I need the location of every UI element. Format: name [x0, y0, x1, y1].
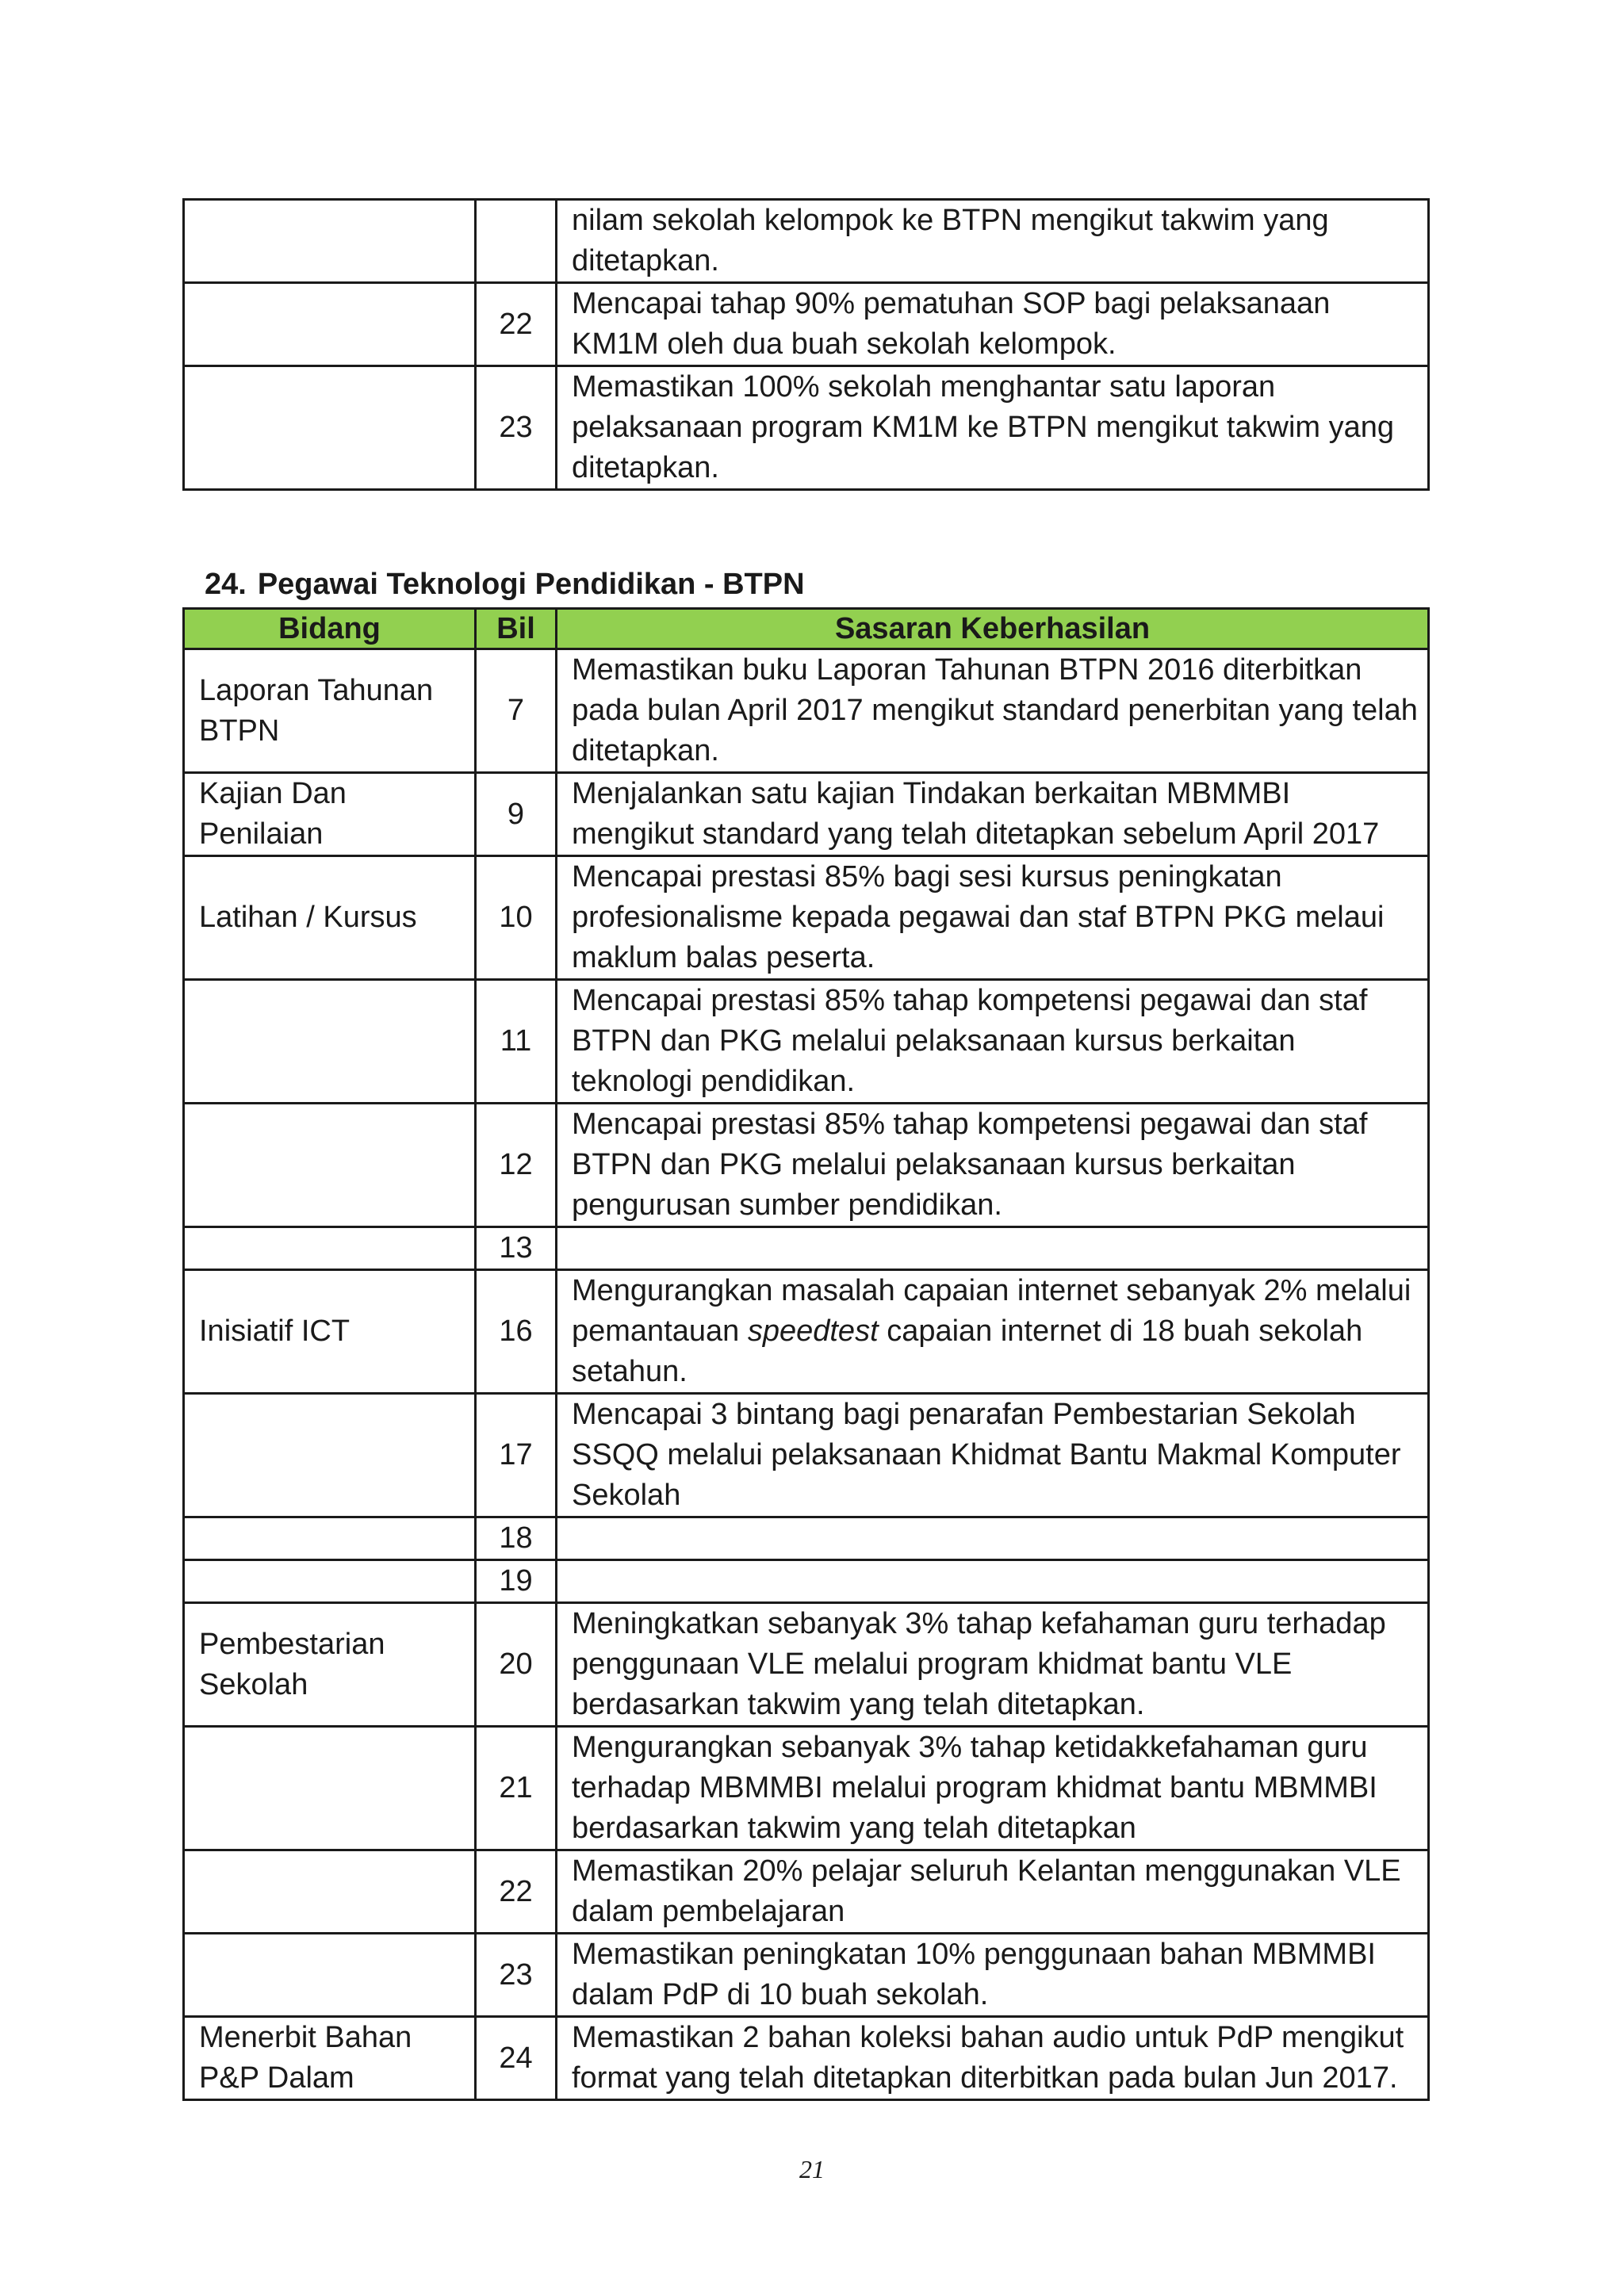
target-cell: Mengurangkan sebanyak 3% tahap ketidakkefahaman guru terhadap MBMMBI melalui program khidmat bantu MBMMBI berdasarkan takwim yang telah ditetapkan: [557, 1727, 1429, 1850]
table-row: [184, 1227, 1429, 1270]
page-number: 21: [799, 2155, 825, 2183]
target-cell: [557, 1517, 1429, 1560]
bidang-cell: [184, 1934, 476, 2017]
target-text: Mengurangkan masalah capaian internet sebanyak 2% melalui pemantauan: [572, 1274, 1411, 1348]
bidang-cell: [184, 1394, 476, 1517]
target-cell: Mencapai 3 bintang bagi penarafan Pembestarian Sekolah SSQQ melalui pelaksanaan Khidmat Bantu Makmal Komputer Sekolah: [557, 1394, 1429, 1517]
table-row: [184, 649, 1429, 773]
bil-cell: 23: [476, 366, 557, 490]
table-row: [184, 2017, 1429, 2100]
target-cell: [557, 1560, 1429, 1603]
bidang-cell: [184, 1517, 476, 1560]
continued-table: [182, 198, 1430, 491]
target-cell: nilam sekolah kelompok ke BTPN mengikut takwim yang ditetapkan.: [557, 200, 1429, 283]
targets-table: [182, 607, 1430, 2101]
table-row: [184, 980, 1429, 1104]
target-cell: [557, 1227, 1429, 1270]
bil-cell: 10: [476, 856, 557, 980]
table-header-row: [184, 609, 1429, 649]
bidang-cell: [184, 1727, 476, 1850]
table-row: [184, 1394, 1429, 1517]
target-text: capaian internet di 18 buah sekolah setahun.: [572, 1314, 1363, 1388]
target-cell: Memastikan buku Laporan Tahunan BTPN 2016 diterbitkan pada bulan April 2017 mengikut standard penerbitan yang telah ditetapkan.: [557, 649, 1429, 773]
table-row: [184, 773, 1429, 856]
column-header-bil: Bil: [476, 609, 557, 649]
bil-cell: 22: [476, 1850, 557, 1934]
bil-cell: 24: [476, 2017, 557, 2100]
target-cell: Memastikan 100% sekolah menghantar satu laporan pelaksanaan program KM1M ke BTPN mengikut takwim yang ditetapkan.: [557, 366, 1429, 490]
target-cell: Meningkatkan sebanyak 3% tahap kefahaman guru terhadap penggunaan VLE melalui program khidmat bantu VLE berdasarkan takwim yang telah ditetapkan.: [557, 1603, 1429, 1727]
target-cell: Mencapai prestasi 85% tahap kompetensi pegawai dan staf BTPN dan PKG melalui pelaksanaan kursus berkaitan pengurusan sumber pendidikan.: [557, 1104, 1429, 1227]
bidang-cell: Menerbit Bahan P&P Dalam: [184, 2017, 476, 2100]
bil-cell: 21: [476, 1727, 557, 1850]
section-title: [205, 564, 805, 604]
table-row: [184, 1603, 1429, 1727]
bil-cell: 12: [476, 1104, 557, 1227]
table-row: [184, 1104, 1429, 1227]
bidang-cell: Inisiatif ICT: [184, 1270, 476, 1394]
bidang-cell: [184, 1104, 476, 1227]
bidang-cell: [184, 1560, 476, 1603]
bil-cell: 19: [476, 1560, 557, 1603]
target-cell: Memastikan 20% pelajar seluruh Kelantan menggunakan VLE dalam pembelajaran: [557, 1850, 1429, 1934]
bil-cell: 17: [476, 1394, 557, 1517]
section-title-text: Pegawai Teknologi Pendidikan - BTPN: [257, 568, 805, 601]
table-row: [184, 1517, 1429, 1560]
bil-cell: [476, 200, 557, 283]
bil-cell: 20: [476, 1603, 557, 1727]
bidang-cell: [184, 980, 476, 1104]
table-row: [184, 1560, 1429, 1603]
bidang-cell: Latihan / Kursus: [184, 856, 476, 980]
table-row: [184, 856, 1429, 980]
bil-cell: 13: [476, 1227, 557, 1270]
table-row: [184, 1850, 1429, 1934]
bidang-cell: [184, 1850, 476, 1934]
bidang-cell: Laporan Tahunan BTPN: [184, 649, 476, 773]
table-row: [184, 283, 1429, 366]
bidang-cell: [184, 283, 476, 366]
bidang-cell: [184, 1227, 476, 1270]
bidang-cell: Kajian Dan Penilaian: [184, 773, 476, 856]
bil-cell: 23: [476, 1934, 557, 2017]
bidang-cell: [184, 366, 476, 490]
target-cell: Menjalankan satu kajian Tindakan berkaitan MBMMBI mengikut standard yang telah ditetapkan sebelum April 2017: [557, 773, 1429, 856]
target-cell: [557, 1270, 1429, 1394]
bil-cell: 7: [476, 649, 557, 773]
target-cell: Mencapai tahap 90% pematuhan SOP bagi pelaksanaan KM1M oleh dua buah sekolah kelompok.: [557, 283, 1429, 366]
target-cell: Memastikan peningkatan 10% penggunaan bahan MBMMBI dalam PdP di 10 buah sekolah.: [557, 1934, 1429, 2017]
target-text-italic: speedtest: [747, 1314, 879, 1348]
section-number: 24.: [205, 568, 247, 601]
table-row: [184, 1727, 1429, 1850]
table-row: [184, 366, 1429, 490]
target-cell: Memastikan 2 bahan koleksi bahan audio untuk PdP mengikut format yang telah ditetapkan diterbitkan pada bulan Jun 2017.: [557, 2017, 1429, 2100]
bil-cell: 16: [476, 1270, 557, 1394]
bidang-cell: [184, 200, 476, 283]
bil-cell: 18: [476, 1517, 557, 1560]
bil-cell: 9: [476, 773, 557, 856]
bidang-cell: Pembestarian Sekolah: [184, 1603, 476, 1727]
target-cell: Mencapai prestasi 85% bagi sesi kursus peningkatan profesionalisme kepada pegawai dan staf BTPN PKG melaui maklum balas peserta.: [557, 856, 1429, 980]
column-header-target: Sasaran Keberhasilan: [557, 609, 1429, 649]
bil-cell: 22: [476, 283, 557, 366]
table-row: [184, 1270, 1429, 1394]
table-row: [184, 200, 1429, 283]
bil-cell: 11: [476, 980, 557, 1104]
target-cell: Mencapai prestasi 85% tahap kompetensi pegawai dan staf BTPN dan PKG melalui pelaksanaan kursus berkaitan teknologi pendidikan.: [557, 980, 1429, 1104]
column-header-bidang: Bidang: [184, 609, 476, 649]
table-row: [184, 1934, 1429, 2017]
